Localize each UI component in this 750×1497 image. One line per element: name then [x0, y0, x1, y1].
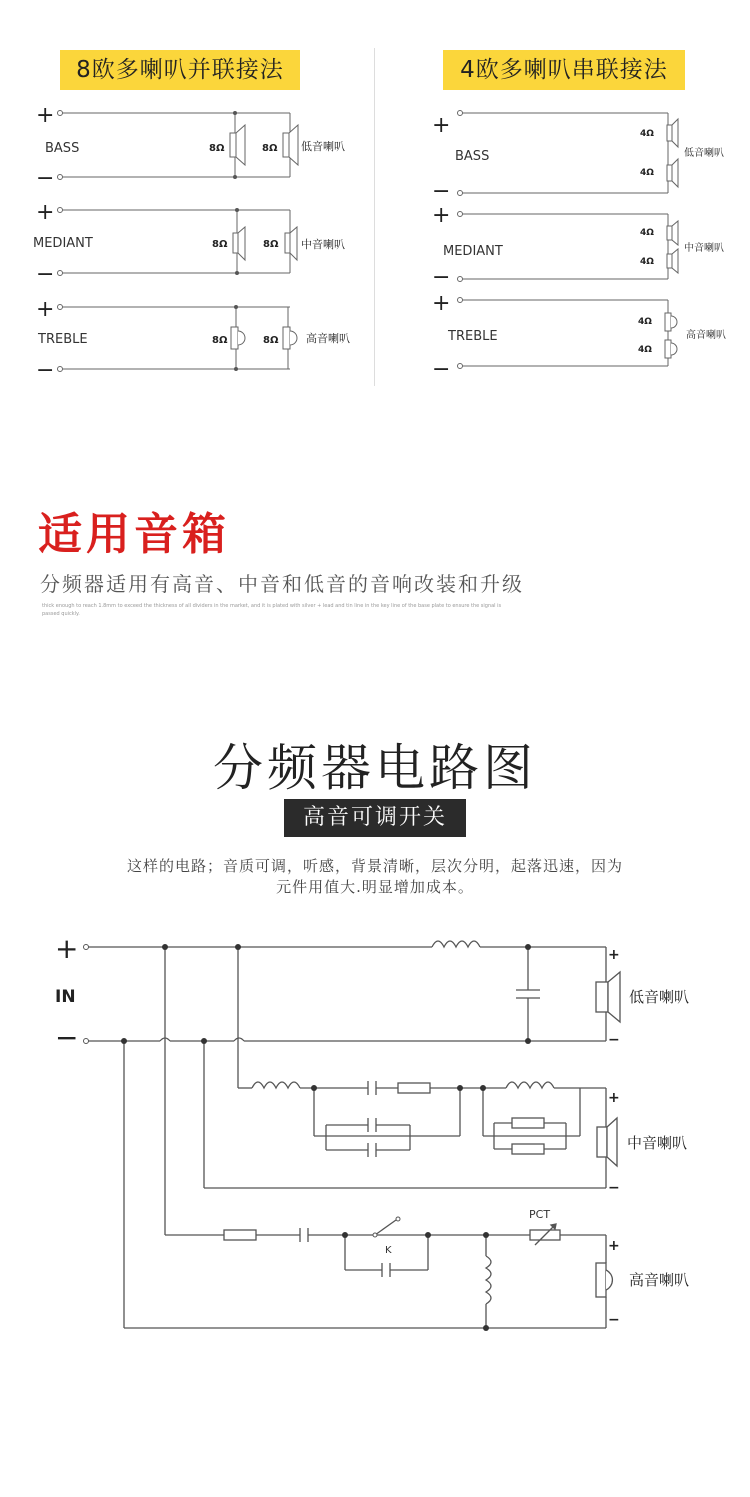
pct-label: PCT [529, 1208, 551, 1221]
mediant-speaker-label: 中音喇叭 [301, 238, 345, 251]
s-bass-speaker-label: 低音喇叭 [684, 148, 724, 159]
s-mediant-plus: + [432, 203, 451, 228]
mid-plus: + [608, 1090, 620, 1106]
mediant-plus: + [36, 200, 55, 225]
s-mediant-ohm-2: 4Ω [640, 257, 654, 267]
treble-ohm-2: 8Ω [263, 335, 279, 346]
treble-minus: − [36, 358, 55, 383]
mediant-minus: − [36, 262, 55, 287]
treble-plus: + [36, 297, 55, 322]
bass-label: BASS [45, 141, 80, 156]
s-bass-label: BASS [455, 149, 490, 164]
s-treble-ohm-2: 4Ω [638, 345, 652, 355]
crossover-circuit-diagram [0, 920, 750, 1350]
mediant-label: MEDIANT [33, 236, 93, 251]
treble-speaker-label: 高音喇叭 [306, 332, 350, 345]
in-plus: + [55, 932, 79, 965]
midrange-label: 中音喇叭 [627, 1134, 688, 1152]
s-bass-minus: − [432, 179, 451, 204]
s-bass-ohm-2: 4Ω [640, 168, 654, 178]
applicable-subtitle: 分频器适用有高音、中音和低音的音响改装和升级 [40, 572, 524, 596]
s-bass-ohm-1: 4Ω [640, 129, 654, 139]
woofer-minus: − [608, 1032, 620, 1048]
bass-ohm-1: 8Ω [209, 143, 225, 154]
bass-ohm-2: 8Ω [262, 143, 278, 154]
woofer-label: 低音喇叭 [629, 988, 690, 1006]
in-minus: − [55, 1021, 79, 1054]
bass-speaker-label: 低音喇叭 [301, 140, 345, 153]
s-mediant-label: MEDIANT [443, 244, 503, 259]
panel-divider [374, 48, 375, 386]
s-mediant-ohm-1: 4Ω [640, 228, 654, 238]
parallel-title-badge: 8欧多喇叭并联接法 [60, 50, 300, 90]
in-label: IN [55, 987, 76, 1007]
treble-label: TREBLE [38, 332, 88, 347]
fine-print: thick enough to reach 1.8mm to exceed the thickness of all dividers in the market, and it is plated with silver + lead and tin line in the key line of the base plate to ensure the signal is passed quickly. [42, 603, 502, 617]
s-mediant-minus: − [432, 265, 451, 290]
s-treble-plus: + [432, 291, 451, 316]
tweeter-plus: + [608, 1238, 620, 1254]
s-mediant-speaker-label: 中音喇叭 [684, 243, 724, 254]
mediant-ohm-1: 8Ω [212, 239, 228, 250]
series-title-badge: 4欧多喇叭串联接法 [443, 50, 685, 90]
circuit-desc-line1: 这样的电路；音质可调，听感，背景清晰，层次分明，起落迅速，因为 [126, 857, 623, 875]
circuit-desc-line2: 元件用值大.明显增加成本。 [276, 878, 474, 896]
mid-minus: − [608, 1180, 620, 1196]
bass-minus: − [36, 166, 55, 191]
series-wiring-diagram [380, 95, 750, 385]
applicable-title: 适用音箱 [38, 509, 230, 560]
s-treble-minus: − [432, 357, 451, 382]
tweeter-label: 高音喇叭 [629, 1271, 690, 1289]
circuit-title: 分频器电路图 [213, 739, 537, 797]
s-treble-label: TREBLE [448, 329, 498, 344]
s-treble-ohm-1: 4Ω [638, 317, 652, 327]
bass-plus: + [36, 103, 55, 128]
s-treble-speaker-label: 高音喇叭 [686, 330, 726, 341]
tweeter-switch-tag: 高音可调开关 [284, 799, 466, 837]
mediant-ohm-2: 8Ω [263, 239, 279, 250]
switch-k-label: K [385, 1245, 392, 1256]
treble-ohm-1: 8Ω [212, 335, 228, 346]
s-bass-plus: + [432, 113, 451, 138]
tweeter-minus: − [608, 1312, 620, 1328]
parallel-wiring-diagram [0, 95, 370, 385]
woofer-plus: + [608, 947, 620, 963]
